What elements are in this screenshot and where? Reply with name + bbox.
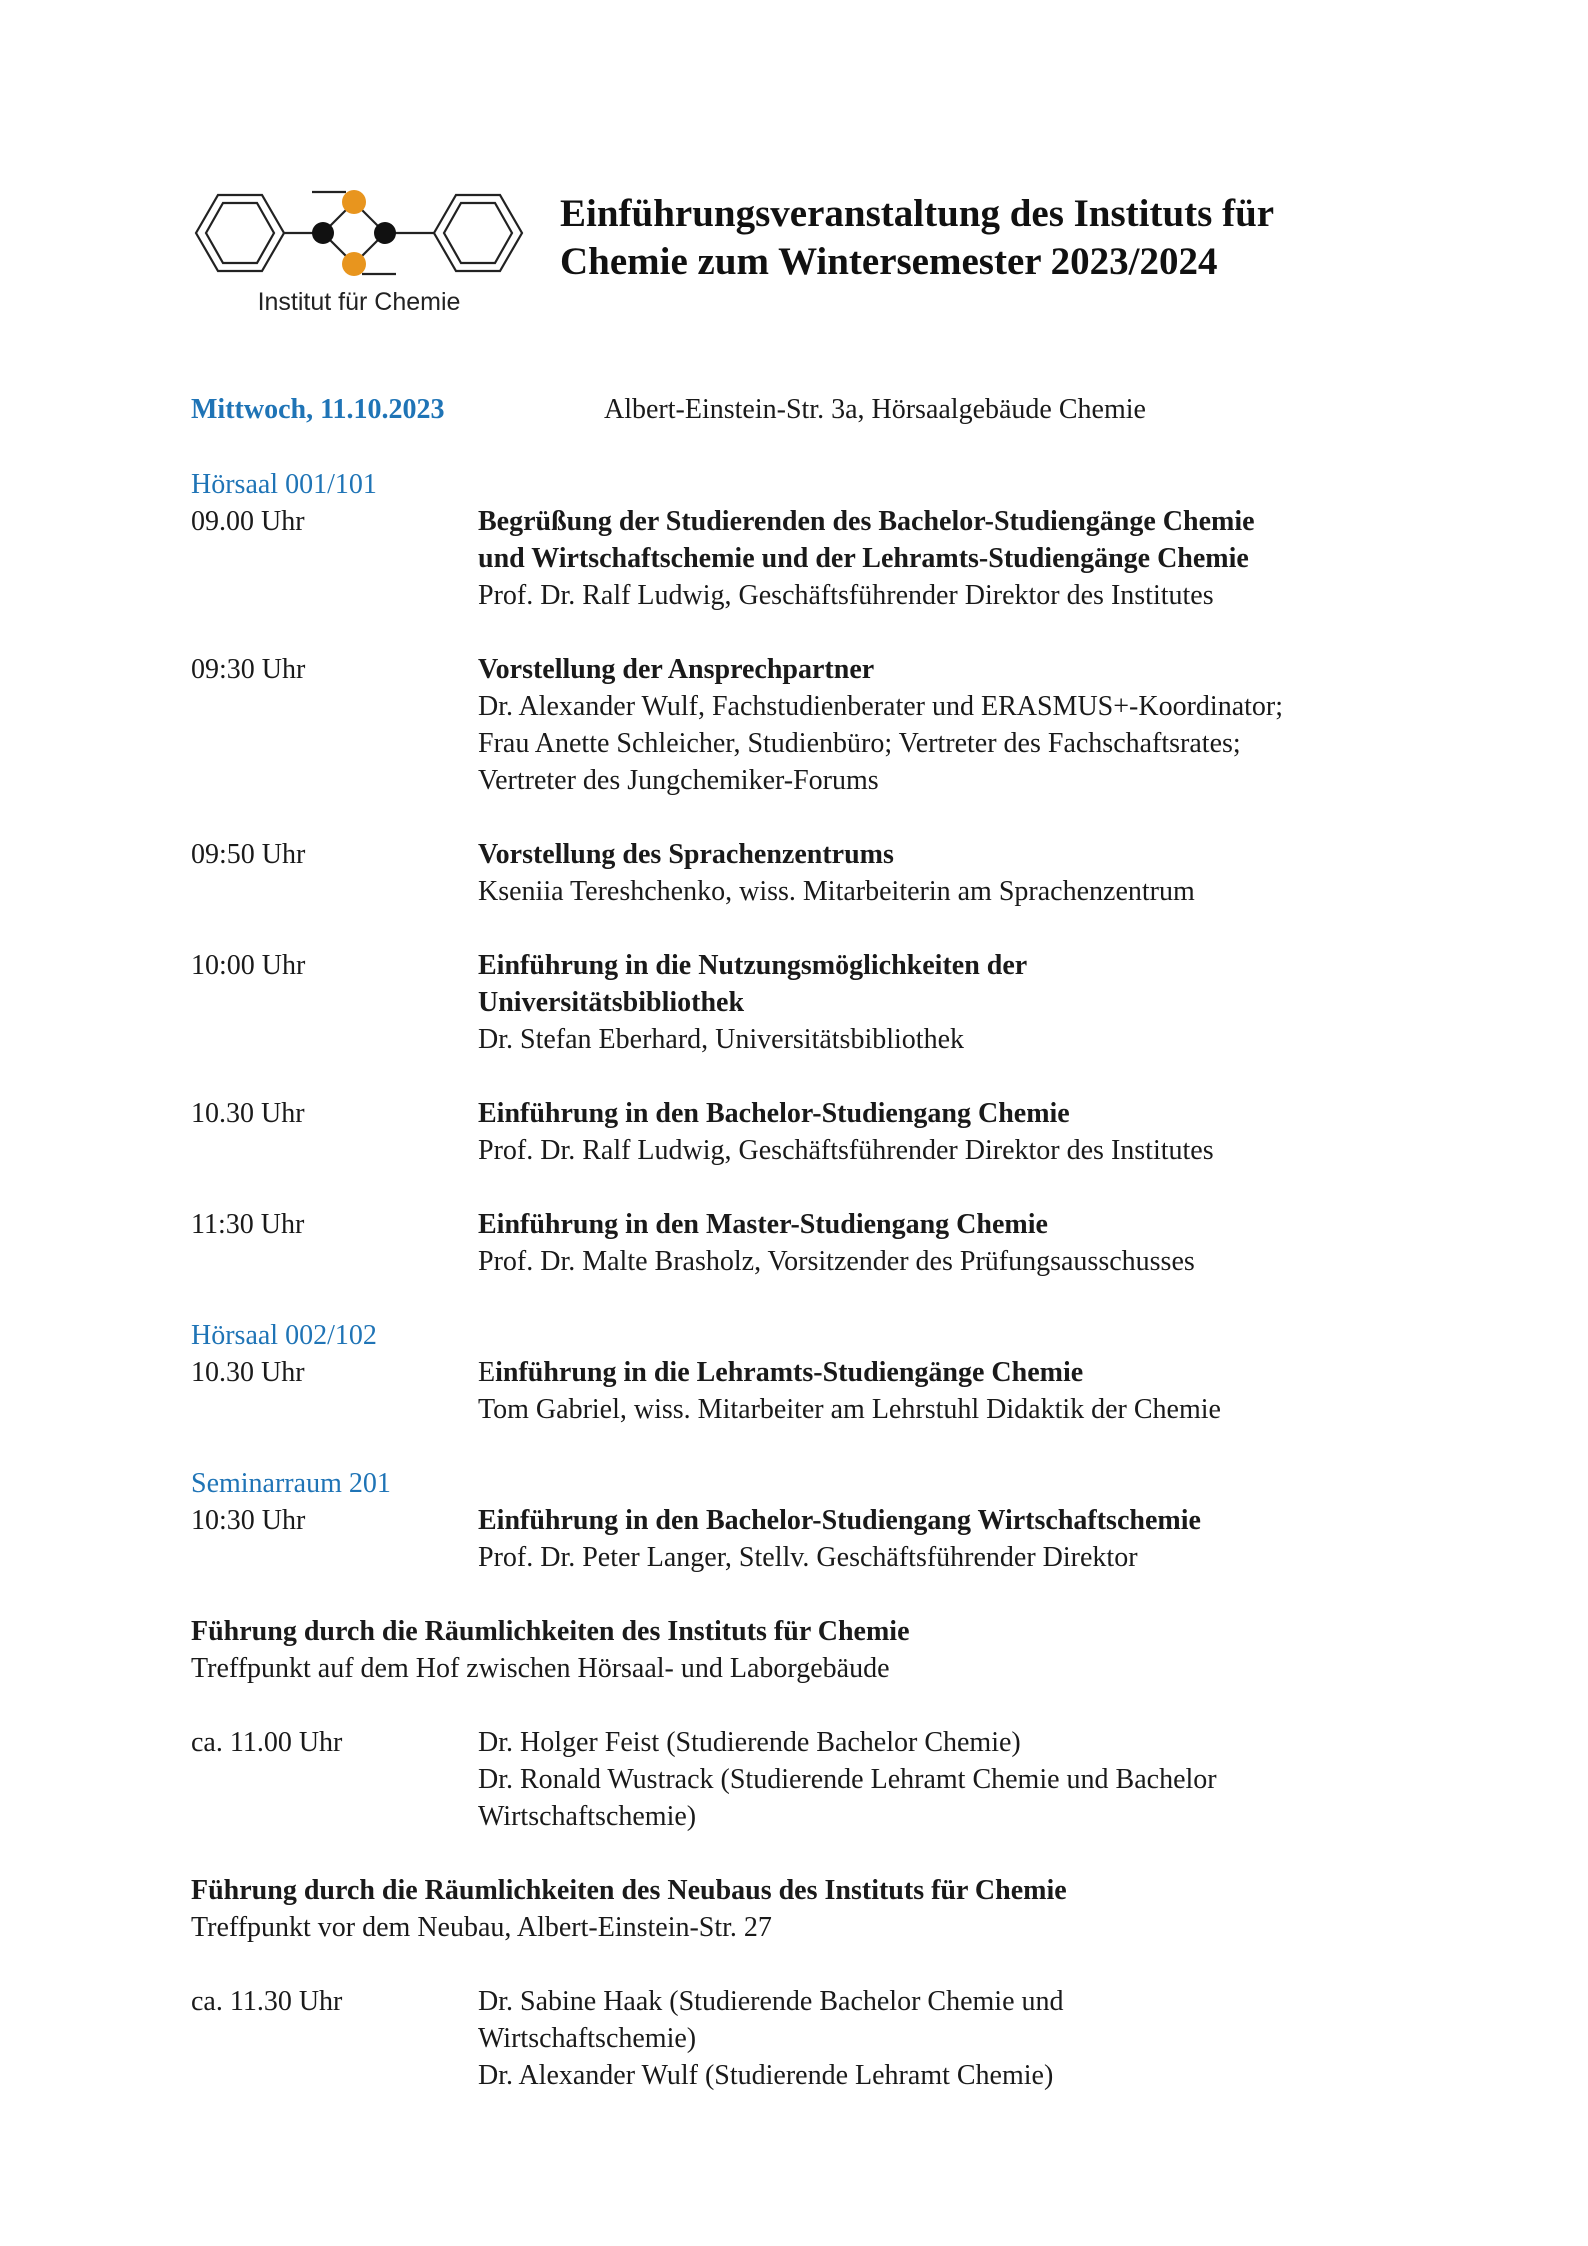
tour-heading-block: [191, 1872, 1441, 1946]
session-speaker: Prof. Dr. Ralf Ludwig, Geschäftsführender Direktor des Institutes: [478, 1135, 1214, 1166]
tour-time: ca. 11.30 Uhr: [191, 1986, 343, 2017]
session-title: Einführung in die Nutzungsmöglichkeiten der: [478, 950, 1028, 981]
session-time: 10.30 Uhr: [191, 1357, 305, 1388]
session-title: Einführung in den Master-Studiengang Chemie: [478, 1209, 1048, 1240]
session-speaker: Vertreter des Jungchemiker-Forums: [478, 765, 879, 796]
institute-logo: [186, 190, 526, 320]
title-line: Chemie zum Wintersemester 2023/2024: [560, 240, 1218, 283]
session-speaker: Prof. Dr. Malte Brasholz, Vorsitzender des Prüfungsausschusses: [478, 1246, 1195, 1277]
session-time: 09.00 Uhr: [191, 506, 305, 537]
tour-guide: Wirtschaftschemie): [478, 2023, 697, 2054]
session-time: 10:30 Uhr: [191, 1505, 306, 1536]
session-title: [478, 1354, 1438, 1391]
session-speaker: Dr. Stefan Eberhard, Universitätsbibliothek: [478, 1024, 964, 1055]
title-line: Einführungsveranstaltung des Instituts für: [560, 192, 1275, 235]
session-speaker: Prof. Dr. Ralf Ludwig, Geschäftsführender Direktor des Institutes: [478, 580, 1214, 611]
session-title: und Wirtschaftschemie und der Lehramts-Studiengänge Chemie: [478, 543, 1249, 574]
logo-text: Institut für Chemie: [257, 288, 461, 316]
session-title: Einführung in den Bachelor-Studiengang Chemie: [478, 1098, 1070, 1129]
tour-heading: Führung durch die Räumlichkeiten des Neubaus des Instituts für Chemie: [191, 1875, 1067, 1906]
tour-guide: Dr. Alexander Wulf (Studierende Lehramt Chemie): [478, 2060, 1054, 2091]
session-speaker: Frau Anette Schleicher, Studienbüro; Vertreter des Fachschaftsrates;: [478, 728, 1241, 759]
tour-guide: Dr. Ronald Wustrack (Studierende Lehramt Chemie und Bachelor: [478, 1764, 1217, 1795]
room-heading: Hörsaal 001/101: [191, 469, 377, 500]
session-title: Universitätsbibliothek: [478, 987, 745, 1018]
tour-guide: Dr. Holger Feist (Studierende Bachelor Chemie): [478, 1727, 1021, 1758]
tour-time: ca. 11.00 Uhr: [191, 1727, 343, 1758]
session-speaker: Kseniia Tereshchenko, wiss. Mitarbeiterin am Sprachenzentrum: [478, 876, 1195, 907]
session-speaker: Dr. Alexander Wulf, Fachstudienberater und ERASMUS+-Koordinator;: [478, 691, 1283, 722]
session-title: Vorstellung der Ansprechpartner: [478, 654, 875, 685]
session-time: 10:00 Uhr: [191, 950, 306, 981]
session-time: 09:50 Uhr: [191, 839, 306, 870]
session-title-first-letter: E: [478, 1357, 496, 1388]
tour-heading-block: [191, 1613, 1441, 1687]
room-heading: Hörsaal 002/102: [191, 1320, 377, 1351]
tour-heading: Führung durch die Räumlichkeiten des Instituts für Chemie: [191, 1616, 910, 1647]
tour-guide: Dr. Sabine Haak (Studierende Bachelor Chemie und: [478, 1986, 1064, 2017]
session-title: Vorstellung des Sprachenzentrums: [478, 839, 894, 870]
tour-guide: Wirtschaftschemie): [478, 1801, 697, 1832]
session-title-rest: inführung in die Lehramts-Studiengänge Chemie: [495, 1357, 1084, 1388]
room-heading: Seminarraum 201: [191, 1468, 391, 1499]
session-time: 11:30 Uhr: [191, 1209, 305, 1240]
tour-meeting-point: Treffpunkt vor dem Neubau, Albert-Einstein-Str. 27: [191, 1912, 772, 1943]
session-title: Einführung in den Bachelor-Studiengang Wirtschaftschemie: [478, 1505, 1201, 1536]
session-speaker: Tom Gabriel, wiss. Mitarbeiter am Lehrstuhl Didaktik der Chemie: [478, 1394, 1221, 1425]
event-date: Mittwoch, 11.10.2023: [191, 394, 445, 425]
session-time: 10.30 Uhr: [191, 1098, 305, 1129]
page-title: [560, 190, 1275, 286]
session-speaker: Prof. Dr. Peter Langer, Stellv. Geschäftsführender Direktor: [478, 1542, 1138, 1573]
tour-meeting-point: Treffpunkt auf dem Hof zwischen Hörsaal- und Laborgebäude: [191, 1653, 890, 1684]
session-time: 09:30 Uhr: [191, 654, 306, 685]
event-location: Albert-Einstein-Str. 3a, Hörsaalgebäude Chemie: [604, 394, 1146, 425]
molecule-logo-icon: [186, 190, 532, 290]
session-title: Begrüßung der Studierenden des Bachelor-Studiengänge Chemie: [478, 506, 1255, 537]
